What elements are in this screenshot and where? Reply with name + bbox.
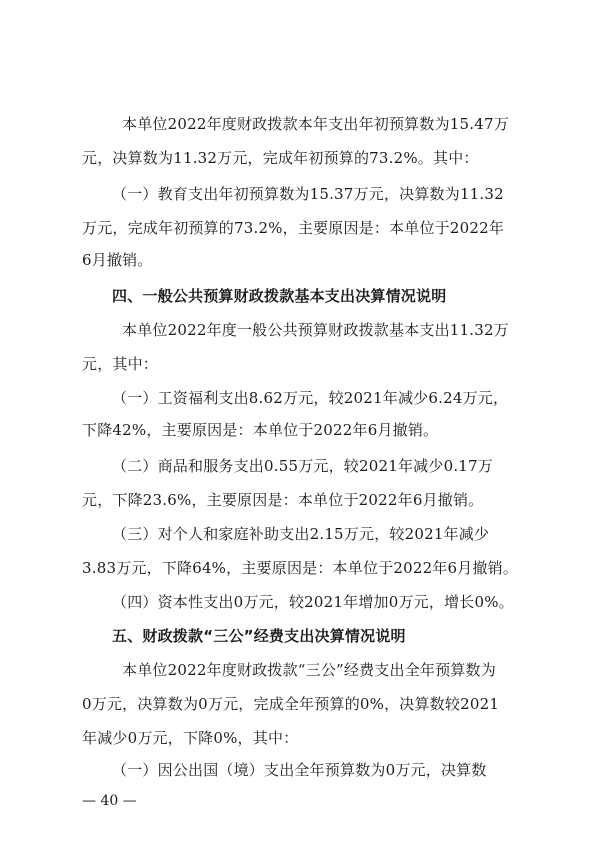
paragraph-line: 元，下降23.6%，主要原因是：本单位于2022年6月撤销。: [82, 491, 484, 509]
paragraph-line: （一）因公出国（境）支出全年预算数为0万元，决算数: [112, 761, 487, 779]
paragraph-line: （一）工资福利支出8.62万元，较2021年减少6.24万元，: [112, 389, 509, 407]
paragraph-line: 万元，完成年初预算的73.2%，主要原因是：本单位于2022年: [82, 219, 505, 237]
paragraph-line: 下降42%，主要原因是：本单位于2022年6月撤销。: [82, 421, 439, 439]
paragraph-line: 3.83万元，下降64%，主要原因是：本单位于2022年6月撤销。: [82, 559, 519, 577]
paragraph-line: 本单位2022年度一般公共预算财政拨款基本支出11.32万: [122, 321, 509, 339]
paragraph-line: （四）资本性支出0万元，较2021年增加0万元，增长0%。: [112, 593, 514, 611]
paragraph-line: （二）商品和服务支出0.55万元，较2021年减少0.17万: [112, 457, 493, 475]
paragraph-line: （三）对个人和家庭补助支出2.15万元，较2021年减少: [112, 525, 490, 543]
paragraph-line: 0万元，决算数为0万元，完成全年预算的0%，决算数较2021: [82, 695, 500, 713]
section-heading: 五、财政拨款“三公”经费支出决算情况说明: [112, 627, 406, 645]
section-heading: 四、一般公共预算财政拨款基本支出决算情况说明: [112, 287, 447, 305]
page-number: — 40 —: [82, 793, 137, 809]
paragraph-line: 6月撤销。: [82, 251, 153, 269]
paragraph-line: 元，其中：: [82, 355, 159, 373]
paragraph-line: （一）教育支出年初预算数为15.37万元，决算数为11.32: [112, 185, 504, 203]
paragraph-line: 元，决算数为11.32万元，完成年初预算的73.2%。其中：: [82, 149, 479, 167]
paragraph-line: 本单位2022年度财政拨款“三公”经费支出全年预算数为: [122, 661, 496, 679]
paragraph-line: 本单位2022年度财政拨款本年支出年初预算数为15.47万: [122, 115, 509, 133]
paragraph-line: 年减少0万元，下降0%，其中：: [82, 729, 299, 747]
